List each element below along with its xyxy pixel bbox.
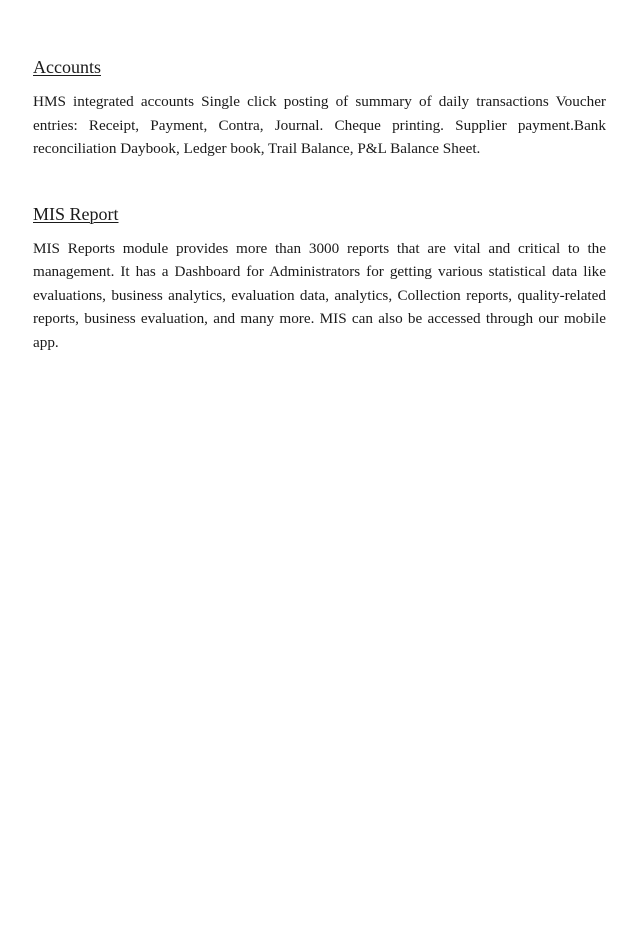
accounts-paragraph: HMS integrated accounts Single click posting of summary of daily transactions Voucher entries: Receipt, Payment, Contra, Journal. Cheque printing. Supplier payment.Bank reconciliation Daybook, Ledger book, Trail Balance, P&L Balance Sheet. <box>33 93 606 157</box>
mis-report-heading: MIS Report <box>33 203 119 224</box>
accounts-heading: Accounts <box>33 57 101 77</box>
mis-report-paragraph: MIS Reports module provides more than 3000 reports that are vital and critical to the management. It has a Dashboard for Administrators for getting various statistical data like evaluations, business analytics, evaluation data, analytics, Collection reports, quality-related reports, business evaluation, and many more. MIS can also be accessed through our mobile app. <box>33 239 606 351</box>
accounts-section <box>33 56 606 161</box>
mis-report-section <box>33 203 606 355</box>
document-page <box>33 56 606 354</box>
